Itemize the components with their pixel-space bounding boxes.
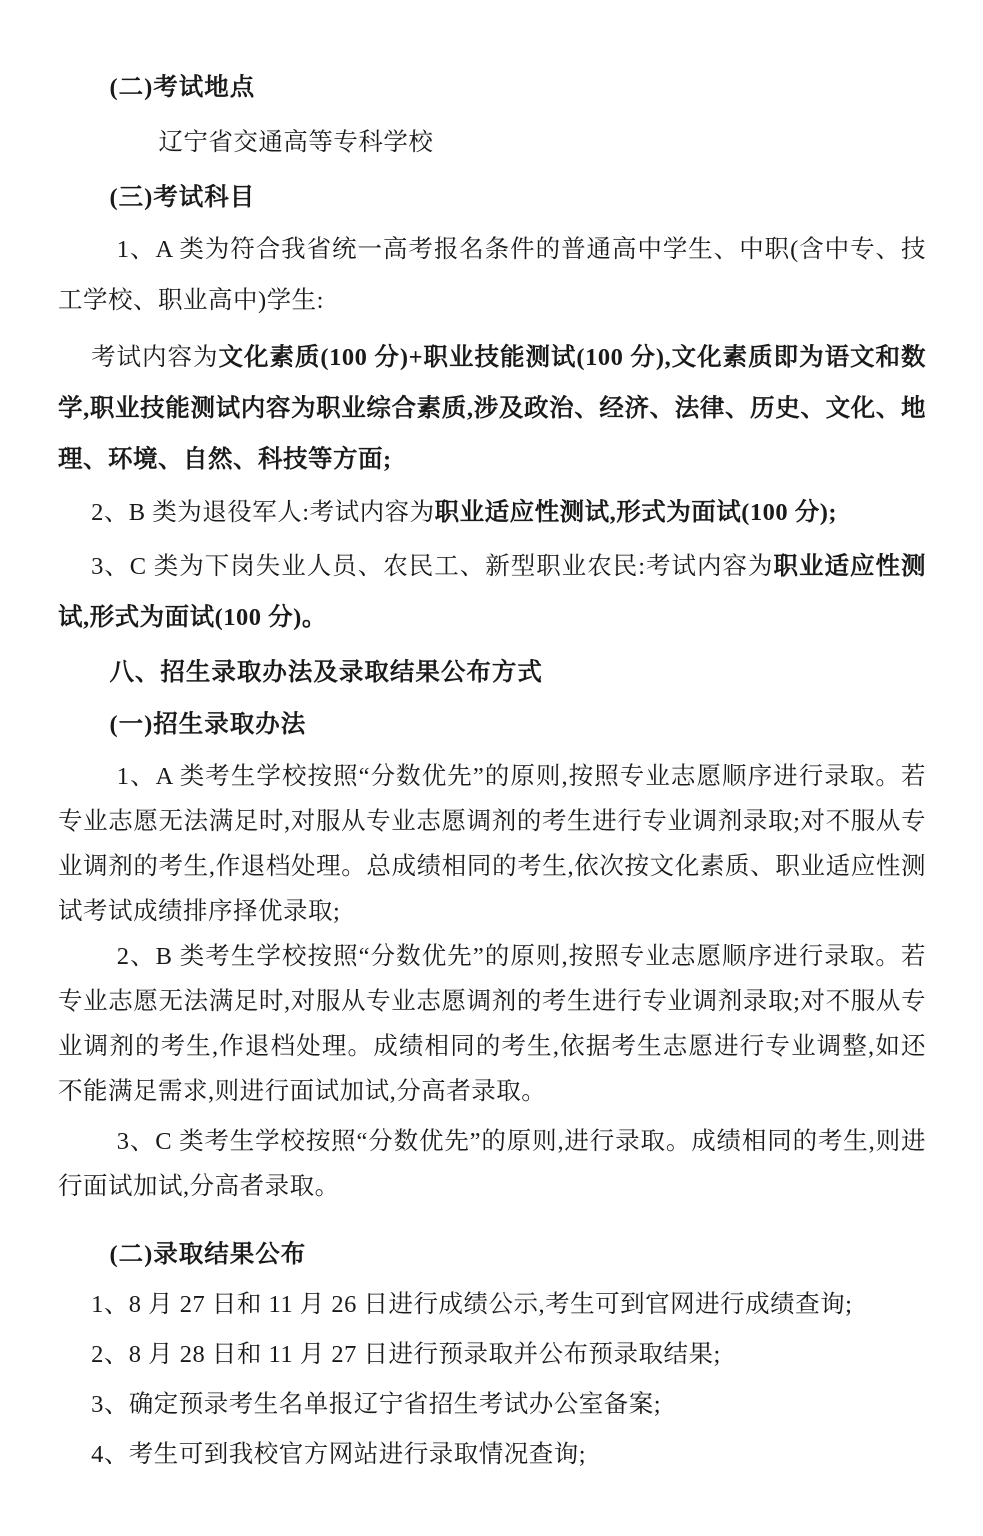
document-content <box>58 0 926 1480</box>
text-run: 1、8 月 27 日和 11 月 26 日进行成绩公示,考生可到官网进行成绩查询; <box>91 1291 853 1318</box>
text-run: 4、考生可到我校官方网站进行录取情况查询; <box>91 1441 587 1468</box>
result-publication-item-2 <box>58 1330 926 1380</box>
heading-exam-subjects <box>58 172 926 223</box>
text-run: 2、8 月 28 日和 11 月 27 日进行预录取并公布预录取结果; <box>91 1341 721 1368</box>
exam-subjects-item-b <box>58 487 926 538</box>
text-run: 1、A 类为符合我省统一高考报名条件的普通高中学生、中职(含中专、技工学校、职业高中)学生: <box>58 236 926 314</box>
exam-content-item-a <box>58 332 926 485</box>
text-run: 1、A 类考生学校按照“分数优先”的原则,按照专业志愿顺序进行录取。若专业志愿无法满足时,对服从专业志愿调剂的考生进行专业调剂录取;对不服从专业调剂的考生,作退档处理。总成绩相同的考生,依次按文化素质、职业适应性测试考试成绩排序择优录取; <box>58 763 926 925</box>
bold-text-run: 职业适应性测试,形式为面试(100 分); <box>434 499 838 526</box>
bold-text-run: 文化素质(100 分)+职业技能测试(100 分),文化素质即为语文和数学,职业技能测试内容为职业综合素质,涉及政治、经济、法律、历史、文化、地理、环境、自然、科技等方面; <box>58 344 927 473</box>
bold-text-run: (二)考试地点 <box>109 74 256 101</box>
text-run: 考试内容为 <box>91 344 219 371</box>
result-publication-item-1 <box>58 1280 926 1330</box>
heading-exam-location <box>58 62 926 113</box>
text-run: 3、C 类为下岗失业人员、农民工、新型职业农民:考试内容为 <box>91 553 774 580</box>
bold-text-run: (一)招生录取办法 <box>109 711 307 738</box>
result-publication-item-3 <box>58 1380 926 1430</box>
exam-subjects-item-c <box>58 541 926 643</box>
heading-result-publication <box>58 1230 926 1280</box>
result-publication-item-4 <box>58 1430 926 1480</box>
heading-section-8-admission <box>58 647 926 698</box>
text-run: 3、确定预录考生名单报辽宁省招生考试办公室备案; <box>91 1391 662 1418</box>
admission-method-item-b <box>58 934 926 1114</box>
text-run: 2、B 类为退役军人:考试内容为 <box>91 499 435 526</box>
text-run: 辽宁省交通高等专科学校 <box>158 129 434 156</box>
bold-text-run: 职业适应性测试,形式为面试(100 分)。 <box>58 553 927 631</box>
admission-method-item-a <box>58 754 926 934</box>
bold-text-run: 八、招生录取办法及录取结果公布方式 <box>109 659 543 686</box>
exam-subjects-item-a <box>58 224 926 326</box>
bold-text-run: (二)录取结果公布 <box>109 1241 307 1268</box>
text-run: 3、C 类考生学校按照“分数优先”的原则,进行录取。成绩相同的考生,则进行面试加试,分高者录取。 <box>58 1128 926 1200</box>
admission-method-item-c <box>58 1119 926 1209</box>
bold-text-run: (三)考试科目 <box>109 184 256 211</box>
text-run: 2、B 类考生学校按照“分数优先”的原则,按照专业志愿顺序进行录取。若专业志愿无法满足时,对服从专业志愿调剂的考生进行专业调剂录取;对不服从专业调剂的考生,作退档处理。成绩相同的考生,依据考生志愿进行专业调整,如还不能满足需求,则进行面试加试,分高者录取。 <box>58 943 926 1105</box>
heading-admission-method <box>58 699 926 750</box>
exam-location-value <box>58 117 926 168</box>
